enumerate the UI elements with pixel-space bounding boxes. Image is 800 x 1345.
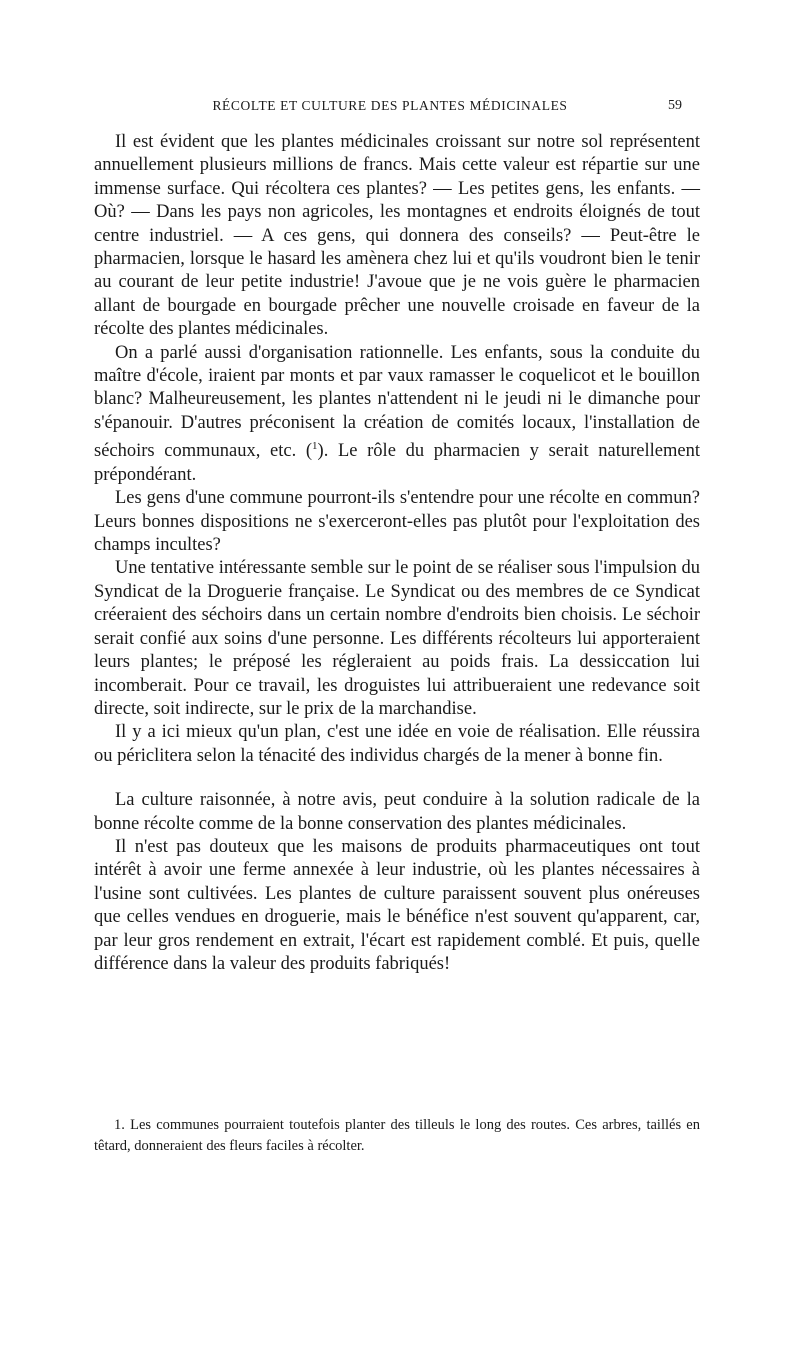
paragraph-2-text-end: ). Le rôle du pharmacien y serait naturellement prépondérant. bbox=[94, 441, 700, 485]
page-number: 59 bbox=[668, 98, 682, 113]
running-head: RÉCOLTE ET CULTURE DES PLANTES MÉDICINALES bbox=[212, 98, 568, 113]
paragraph-7: Il n'est pas douteux que les maisons de produits pharmaceutiques ont tout intérêt à avoir une ferme annexée à leur industrie, où les plantes nécessaires à l'usine sont cultivées. Les plantes de culture paraissent souvent plus onéreuses que celles vendues en droguerie, mais le bénéfice n'est souvent qu'apparent, car, par leur gros rendement en extrait, l'écart est rapidement comblé. Et puis, quelle différence dans la valeur des produits fabriqués! bbox=[94, 836, 700, 974]
footnote-reference[interactable]: 1 bbox=[312, 440, 318, 453]
paragraph-2-text: On a parlé aussi d'organisation rationnelle. Les enfants, sous la conduite du maître d'école, iraient par monts et par vaux ramasser le coquelicot et le bouillon blanc? Malheureusement, les plantes n'attendent ni le jeudi ni le dimanche pour s'épanouir. D'autres préconisent la création de comités locaux, l'installation de séchoirs communaux, etc. ( bbox=[94, 342, 700, 462]
footnote-text: 1. Les communes pourraient toutefois planter des tilleuls le long des routes. Ces arbres, taillés en têtard, donneraient des fleurs faciles à récolter. bbox=[94, 1117, 700, 1154]
paragraph-4: Une tentative intéressante semble sur le point de se réaliser sous l'impulsion du Syndicat de la Droguerie française. Le Syndicat ou des membres de ce Syndicat créeraient des séchoirs dans un certain nombre d'endroits bien choisis. Le séchoir serait confié aux soins d'une personne. Les différents récolteurs lui apporteraient leurs plantes; le préposé les régleraient au poids frais. La dessiccation lui incomberait. Pour ce travail, les droguistes lui attribueraient une redevance soit directe, soit indirecte, sur le prix de la marchandise. bbox=[94, 558, 700, 719]
paragraph-5: Il y a ici mieux qu'un plan, c'est une idée en voie de réalisation. Elle réussira ou périclitera selon la ténacité des individus chargés de la mener à bonne fin. bbox=[94, 722, 700, 766]
page-header bbox=[0, 98, 800, 122]
paragraph-6: La culture raisonnée, à notre avis, peut conduire à la solution radicale de la bonne récolte comme de la bonne conservation des plantes médicinales. bbox=[94, 790, 700, 834]
paragraph-2 bbox=[94, 342, 700, 488]
section-break bbox=[94, 768, 700, 789]
body-text bbox=[94, 131, 700, 976]
paragraph-3: Les gens d'une commune pourront-ils s'entendre pour une récolte en commun? Leurs bonnes dispositions ne s'exerceront-elles pas plutôt pour l'exploitation des champs incultes? bbox=[94, 488, 700, 556]
paragraph-1: Il est évident que les plantes médicinales croissant sur notre sol représentent annuellement plusieurs millions de francs. Mais cette valeur est répartie sur une immense surface. Qui récoltera ces plantes? — Les petites gens, les enfants. — Où? — Dans les pays non agricoles, les montagnes et endroits éloignés de tout centre industriel. — A ces gens, qui donnera des conseils? — Peut-être le pharmacien, lorsque le hasard les amènera chez lui et qu'ils voudront bien le tenir au courant de leur petite industrie! J'avoue que je ne vois guère le pharmacien allant de bourgade en bourgade prêcher une nouvelle croisade en faveur de la récolte des plantes médicinales. bbox=[94, 132, 700, 340]
footnote bbox=[94, 1115, 700, 1157]
